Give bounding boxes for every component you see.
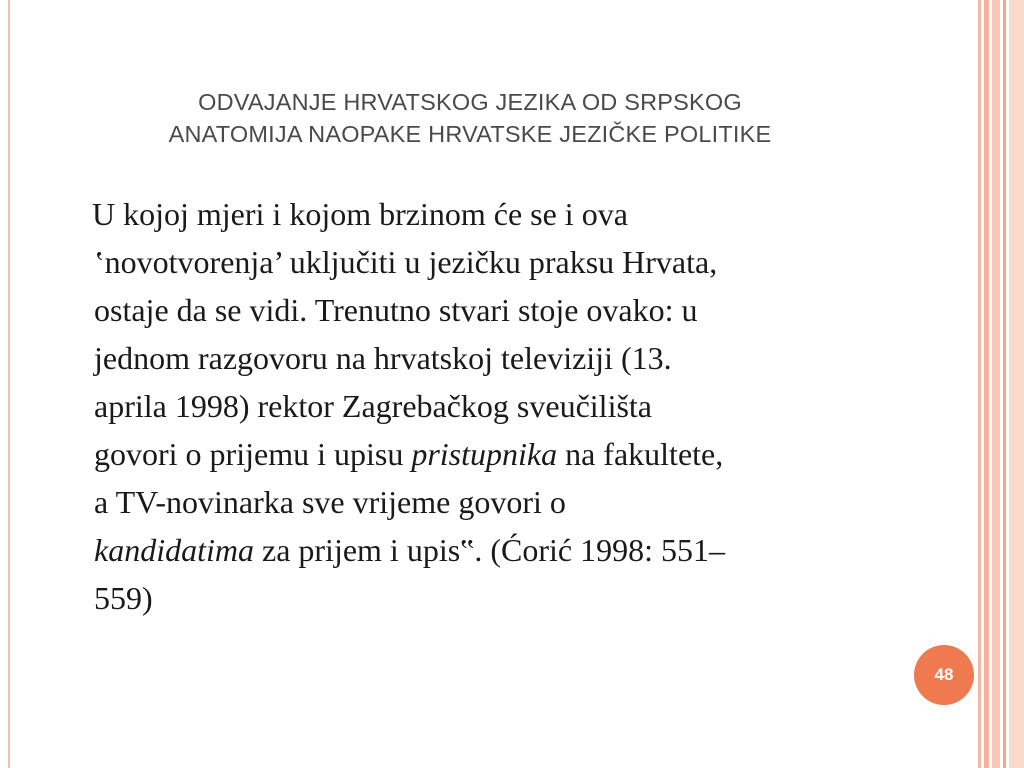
italic-term-pristupnika: pristupnika <box>411 436 558 472</box>
slide-title <box>60 86 880 150</box>
body-line-1: U kojoj mjeri i kojom brzinom će se i ova <box>92 196 628 232</box>
body-line-8 <box>94 526 894 574</box>
italic-term-kandidatima: kandidatima <box>94 532 254 568</box>
left-frame-line <box>8 0 10 768</box>
right-decorative-stripe <box>978 0 981 768</box>
slide-title-line-2: ANATOMIJA NAOPAKE HRVATSKE JEZIČKE POLITIKE <box>168 121 772 147</box>
body-line-4: jednom razgovoru na hrvatskoj televiziji (13. <box>94 340 672 376</box>
body-line-2: ‛novotvorenja’ uključiti u jezičku praksu Hrvata, <box>94 244 718 280</box>
page-number-badge <box>914 645 974 705</box>
body-line-6-text-a: govori o prijemu i upisu <box>94 436 412 472</box>
body-line-5: aprila 1998) rektor Zagrebačkog sveučilišta <box>94 388 652 424</box>
body-line-8-text-b: za prijem i upis‟. (Ćorić 1998: 551– <box>253 532 725 568</box>
right-decorative-stripe <box>992 0 1000 768</box>
right-decorative-stripe <box>984 0 989 768</box>
page-number: 48 <box>934 665 954 684</box>
right-decorative-stripe <box>1009 0 1024 768</box>
slide-title-line-1: ODVAJANJE HRVATSKOG JEZIKA OD SRPSKOG <box>198 89 742 115</box>
body-line-6 <box>94 430 894 478</box>
body-line-3: ostaje da se vidi. Trenutno stvari stoje ovako: u <box>94 292 698 328</box>
slide-body-text <box>94 190 894 622</box>
body-line-9: 559) <box>94 580 153 616</box>
right-decorative-stripe <box>1003 0 1006 768</box>
body-line-6-text-c: na fakultete, <box>557 436 724 472</box>
body-line-7: a TV-novinarka sve vrijeme govori o <box>94 484 566 520</box>
